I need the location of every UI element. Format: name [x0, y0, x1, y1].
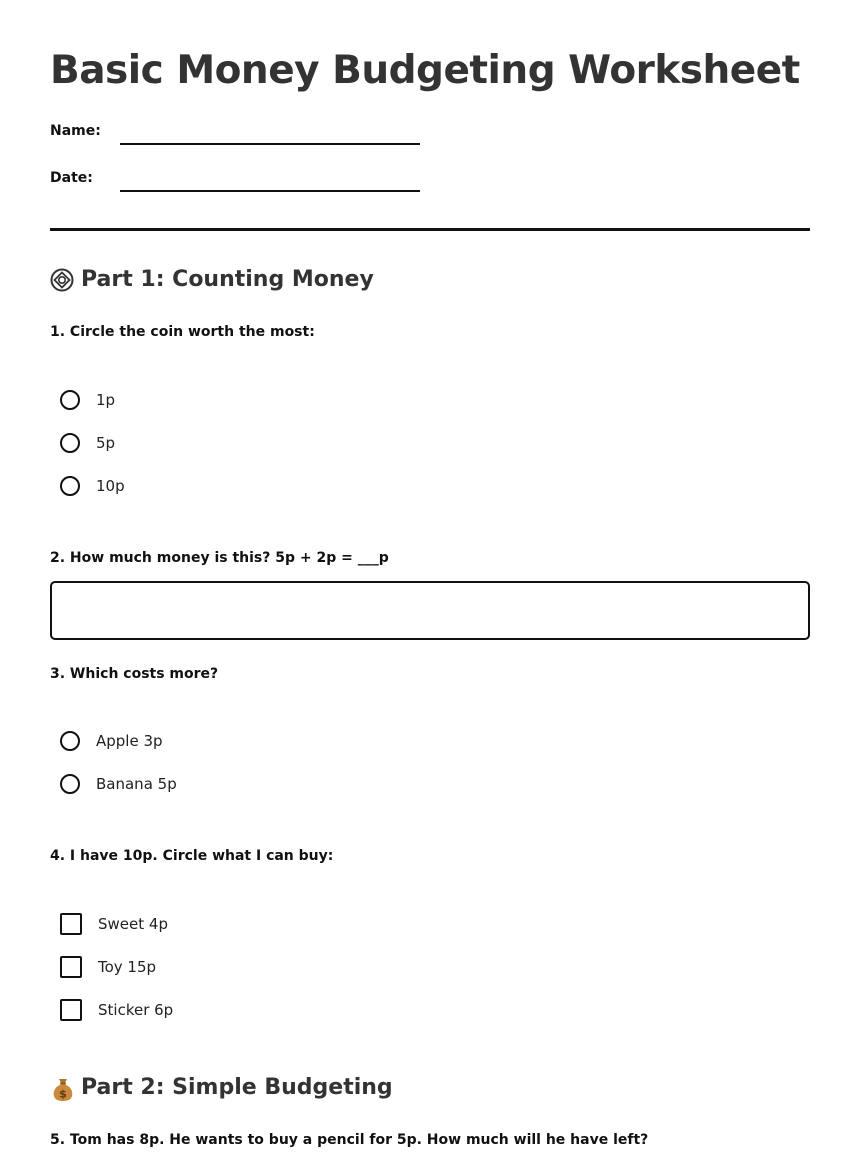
- radio-button[interactable]: [60, 390, 80, 410]
- question-3: 3. Which costs more?: [50, 666, 219, 682]
- part2-heading-text: Part 2: Simple Budgeting: [81, 1075, 393, 1100]
- question-4: 4. I have 10p. Circle what I can buy:: [50, 848, 334, 864]
- option-label: Apple 3p: [96, 732, 163, 750]
- coin-icon: [50, 268, 74, 292]
- question-2: 2. How much money is this? 5p + 2p = ___p: [50, 550, 389, 566]
- header-divider: [50, 228, 810, 231]
- q1-option-10p[interactable]: [60, 473, 125, 499]
- date-label: Date:: [50, 170, 93, 186]
- q4-option-toy[interactable]: [60, 954, 156, 980]
- q4-option-sweet[interactable]: [60, 911, 168, 937]
- name-write-line[interactable]: [120, 143, 420, 145]
- q4-option-sticker[interactable]: [60, 997, 173, 1023]
- option-label: 1p: [96, 391, 116, 409]
- svg-text:$: $: [59, 1087, 67, 1100]
- part2-heading: [50, 1075, 393, 1100]
- option-label: Sweet 4p: [98, 915, 168, 933]
- name-label: Name:: [50, 123, 101, 139]
- radio-button[interactable]: [60, 476, 80, 496]
- part1-heading-text: Part 1: Counting Money: [81, 267, 374, 292]
- radio-button[interactable]: [60, 433, 80, 453]
- q1-option-5p[interactable]: [60, 430, 115, 456]
- option-label: Sticker 6p: [98, 1001, 174, 1019]
- question-1: 1. Circle the coin worth the most:: [50, 324, 315, 340]
- q3-option-banana[interactable]: [60, 771, 177, 797]
- option-label: Banana 5p: [96, 775, 177, 793]
- part1-heading: [50, 267, 374, 292]
- q3-option-apple[interactable]: [60, 728, 163, 754]
- money-bag-icon: [50, 1076, 74, 1100]
- page-title: Basic Money Budgeting Worksheet: [50, 48, 800, 93]
- name-field: [50, 123, 450, 153]
- question-5: 5. Tom has 8p. He wants to buy a pencil for 5p. How much will he have left?: [50, 1132, 649, 1148]
- checkbox[interactable]: [60, 956, 82, 978]
- radio-button[interactable]: [60, 774, 80, 794]
- q2-answer-input[interactable]: [50, 581, 810, 640]
- date-write-line[interactable]: [120, 190, 420, 192]
- option-label: Toy 15p: [98, 958, 157, 976]
- radio-button[interactable]: [60, 731, 80, 751]
- option-label: 5p: [96, 434, 116, 452]
- checkbox[interactable]: [60, 999, 82, 1021]
- q1-option-1p[interactable]: [60, 387, 115, 413]
- option-label: 10p: [96, 477, 125, 495]
- checkbox[interactable]: [60, 913, 82, 935]
- date-field: [50, 170, 450, 200]
